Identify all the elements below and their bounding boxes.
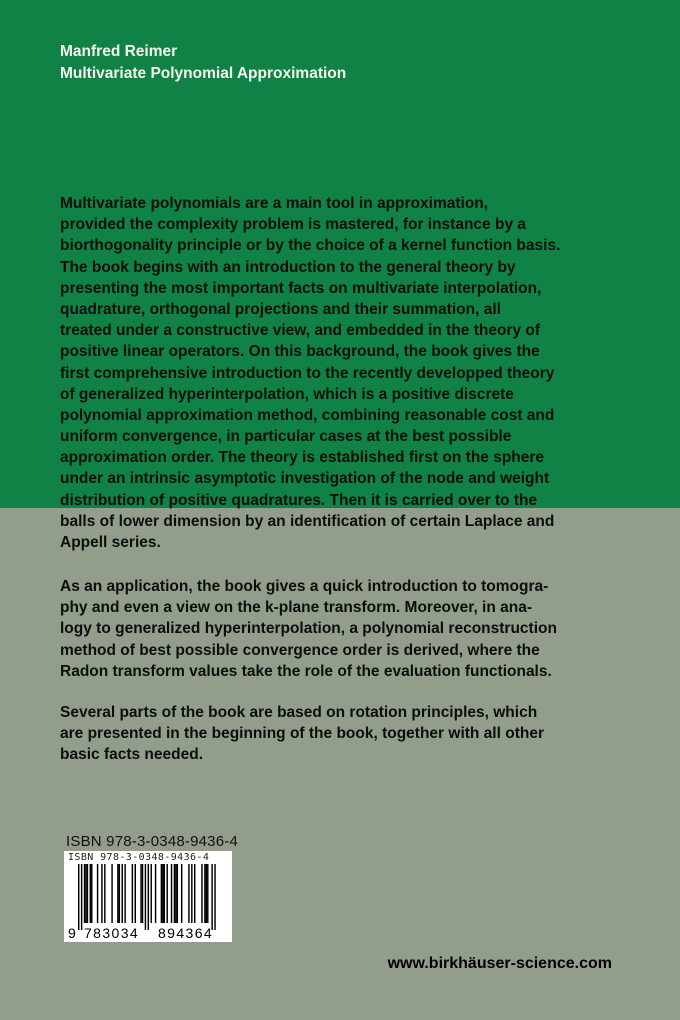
barcode-bar [177, 864, 178, 923]
text-line: method of best possible convergence order is derived, where the [60, 641, 540, 659]
barcode-guard-bar [214, 864, 215, 930]
text-line: treated under a constructive view, and embedded in the theory of [60, 322, 541, 340]
barcode-bar [85, 864, 86, 923]
barcode-digit-first: 9 [68, 925, 76, 941]
barcode-bar [194, 864, 195, 923]
barcode-bar [122, 864, 123, 923]
barcode-bar [201, 864, 202, 923]
barcode-bar [117, 864, 118, 923]
barcode-bar [87, 864, 88, 923]
barcode-bar [162, 864, 163, 923]
barcode-bar [207, 864, 208, 923]
barcode-bar [140, 864, 141, 923]
text-line: positive linear operators. On this background, the book gives the [60, 343, 540, 361]
barcode-bar [166, 864, 167, 923]
barcode-bar [97, 864, 98, 923]
barcode-bar [188, 864, 189, 923]
description-paragraph-3 [60, 702, 630, 766]
book-title: Multivariate Polynomial Approximation [60, 65, 347, 82]
barcode-bar [175, 864, 176, 923]
barcode-bar [84, 864, 85, 923]
barcode-digits-left: 783034 [84, 925, 140, 941]
text-line: first comprehensive introduction to the recently developped theory [60, 364, 555, 382]
barcode-bar [161, 864, 162, 923]
text-line: phy and even a view on the k-plane transform. Moreover, in ana- [60, 599, 533, 617]
barcode-guard-bar [211, 864, 212, 930]
text-line: logy to generalized hyperinterpolation, a polynomial reconstruction [60, 620, 557, 638]
text-line: biorthogonality principle or by the choice of a kernel function basis. [60, 237, 561, 255]
barcode-bar [191, 864, 192, 923]
text-line: of generalized hyperinterpolation, which is a positive discrete [60, 385, 514, 403]
text-line: Multivariate polynomials are a main tool in approximation, [60, 195, 489, 212]
barcode-bar [111, 864, 112, 923]
text-line: provided the complexity problem is mastered, for instance by a [60, 216, 526, 234]
barcode-bar [206, 864, 207, 923]
author-name: Manfred Reimer [60, 43, 178, 60]
barcode-bar [101, 864, 102, 923]
barcode-bar [132, 864, 133, 923]
isbn-label: ISBN 978-3-0348-9436-4 [66, 833, 239, 850]
barcode-bar [151, 864, 152, 923]
barcode [64, 851, 232, 942]
barcode-bar [171, 864, 172, 923]
text-line: under an intrinsic asymptotic investigation of the node and weight [60, 470, 550, 488]
barcode-guard-bar [81, 864, 82, 930]
barcode-guard-bar [145, 864, 146, 930]
text-line: The book begins with an introduction to the general theory by [60, 258, 516, 276]
text-line: Several parts of the book are based on rotation principles, which [60, 704, 538, 721]
text-line: basic facts needed. [60, 746, 204, 764]
text-line: As an application, the book gives a quick introduction to tomogra- [60, 578, 549, 595]
book-header [60, 41, 346, 85]
description-paragraph-2 [60, 576, 630, 682]
barcode-bar [164, 864, 165, 923]
barcode-digits-right: 894364 [158, 925, 214, 941]
barcode-bar [119, 864, 120, 923]
barcode-bar [155, 864, 156, 923]
text-line: balls of lower dimension by an identification of certain Laplace and [60, 512, 555, 530]
barcode-bar [135, 864, 136, 923]
barcode-bar [174, 864, 175, 923]
description-paragraph-1 [60, 193, 630, 553]
text-line: presenting the most important facts on multivariate interpolation, [60, 279, 542, 297]
barcode-bar [90, 864, 91, 923]
text-line: distribution of positive quadratures. Then it is carried over to the [60, 491, 538, 509]
text-line: polynomial approximation method, combining reasonable cost and [60, 406, 555, 424]
barcode-guard-bar [78, 864, 79, 930]
barcode-bar [124, 864, 125, 923]
barcode-bar [142, 864, 143, 923]
text-line: Appell series. [60, 534, 161, 551]
text-line: Radon transform values take the role of the evaluation functionals. [60, 662, 552, 680]
text-line: quadrature, orthogonal projections and their summation, all [60, 300, 501, 318]
publisher-website: www.birkhäuser-science.com [387, 955, 612, 972]
barcode-guard-bar [148, 864, 149, 930]
barcode-bar [104, 864, 105, 923]
barcode-bar [204, 864, 205, 923]
barcode-isbn-text: ISBN 978-3-0348-9436-4 [68, 852, 210, 863]
text-line: uniform convergence, in particular cases at the best possible [60, 428, 512, 446]
text-line: are presented in the beginning of the book, together with all other [60, 725, 544, 743]
text-line: approximation order. The theory is established first on the sphere [60, 449, 545, 467]
barcode-bar [181, 864, 182, 923]
barcode-bar [91, 864, 92, 923]
